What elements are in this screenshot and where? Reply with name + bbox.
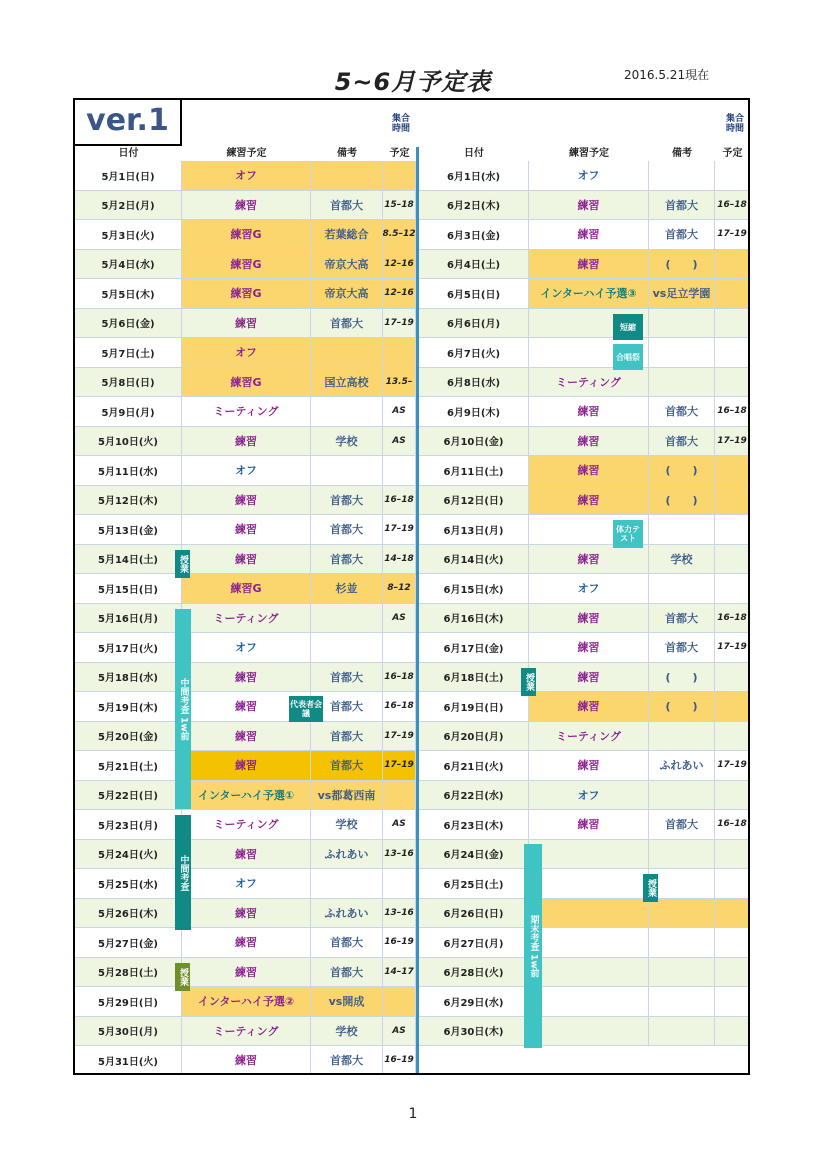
june-note-cell (649, 781, 715, 811)
june-time-cell (715, 515, 750, 545)
june-practice-cell: 練習 (529, 427, 649, 457)
may-time-cell: 16–18 (383, 486, 416, 516)
june-date-cell: 6月28日(火) (419, 958, 529, 988)
june-practice-cell (529, 899, 649, 929)
may-date-cell: 5月23日(月) (75, 810, 182, 840)
june-row (75, 397, 750, 427)
col-plan-left: 予定 (389, 148, 410, 159)
col-practice-left: 練習予定 (226, 148, 267, 159)
june-time-cell (715, 338, 750, 368)
may-date-cell: 5月8日(日) (75, 368, 182, 398)
may-date-cell: 5月3日(火) (75, 220, 182, 250)
may-practice-cell: ミーティング (182, 1017, 311, 1047)
june-time-cell (715, 545, 750, 575)
may-date-cell: 5月4日(水) (75, 250, 182, 280)
may-time-cell: 8–12 (383, 574, 416, 604)
may-practice-cell: 練習G (182, 220, 311, 250)
may-row (75, 1046, 750, 1075)
col-plan-right: 予定 (722, 148, 743, 159)
may-practice-cell: 練習 (182, 486, 311, 516)
june-date-cell: 6月25日(土) (419, 869, 529, 899)
june-note-cell (649, 840, 715, 870)
june-time-cell (715, 987, 750, 1017)
col-note-right: 備考 (672, 148, 692, 159)
may-practice-cell: 練習 (182, 1046, 311, 1075)
col-date-right: 日付 (464, 148, 484, 159)
may-practice-cell: ミーティング (182, 810, 311, 840)
may-note-cell: ふれあい (311, 840, 383, 870)
june-practice-cell (529, 840, 649, 870)
june-date-cell: 6月8日(水) (419, 368, 529, 398)
june-practice-cell: オフ (529, 574, 649, 604)
june-practice-cell: インターハイ予選③ (529, 279, 649, 309)
june-time-cell: 17–19 (715, 427, 750, 457)
may-time-cell: 13–16 (383, 840, 416, 870)
june-practice-cell: オフ (529, 161, 649, 191)
june-row (75, 309, 750, 339)
june-date-cell: 6月18日(土) (419, 663, 529, 693)
may-practice-cell: オフ (182, 338, 311, 368)
june-note-cell (649, 928, 715, 958)
june-note-cell (649, 899, 715, 929)
june-date-cell: 6月12日(日) (419, 486, 529, 516)
may-practice-cell: 練習 (182, 191, 311, 221)
may-note-cell: 若葉総合 (311, 220, 383, 250)
june-practice-cell: 練習 (529, 220, 649, 250)
june-practice-cell: 練習 (529, 250, 649, 280)
june-time-cell: 16–18 (715, 191, 750, 221)
june-practice-cell: ミーティング (529, 722, 649, 752)
june-row (75, 928, 750, 958)
may-note-cell: ふれあい (311, 899, 383, 929)
may-time-cell: AS (383, 1017, 416, 1047)
june-practice-cell: 練習 (529, 751, 649, 781)
june-row (75, 427, 750, 457)
june-date-cell: 6月13日(月) (419, 515, 529, 545)
june-time-cell: 17–19 (715, 751, 750, 781)
jugyo-tag-jun25: 授業 (643, 874, 658, 902)
may-time-cell: 8.5–12 (383, 220, 416, 250)
may-note-cell: 首都大 (311, 545, 383, 575)
may-date-cell: 5月5日(木) (75, 279, 182, 309)
may-date-cell: 5月12日(木) (75, 486, 182, 516)
may-note-cell: 首都大 (311, 191, 383, 221)
col-practice-right: 練習予定 (569, 148, 609, 159)
june-time-cell (715, 869, 750, 899)
june-row (75, 486, 750, 516)
may-date-cell: 5月13日(金) (75, 515, 182, 545)
june-date-cell: 6月22日(水) (419, 781, 529, 811)
june-note-cell: ( ) (649, 250, 715, 280)
june-date-cell: 6月7日(火) (419, 338, 529, 368)
may-practice-cell: オフ (182, 869, 311, 899)
may-note-cell: 学校 (311, 1017, 383, 1047)
june-date-cell: 6月1日(水) (419, 161, 529, 191)
may-date-cell: 5月28日(土) (75, 958, 182, 988)
may-time-cell: 13.5– (383, 368, 416, 398)
may-date-cell: 5月30日(月) (75, 1017, 182, 1047)
may-time-cell: AS (383, 604, 416, 634)
may-date-cell: 5月20日(金) (75, 722, 182, 752)
may-note-cell: 首都大 (311, 663, 383, 693)
june-note-cell (649, 161, 715, 191)
may-practice-cell: ミーティング (182, 397, 311, 427)
may-note-cell: 首都大 (311, 722, 383, 752)
june-time-cell (715, 486, 750, 516)
may-time-cell: 16–19 (383, 928, 416, 958)
may-time-cell: 17–19 (383, 722, 416, 752)
may-time-cell: 14–17 (383, 958, 416, 988)
june-practice-cell: オフ (529, 781, 649, 811)
may-practice-cell: オフ (182, 456, 311, 486)
june-note-cell (649, 574, 715, 604)
june-time-cell (715, 1017, 750, 1047)
may-note-cell: 首都大 (311, 958, 383, 988)
may-note-cell: 学校 (311, 810, 383, 840)
may-practice-cell: オフ (182, 633, 311, 663)
jugyo-tag-jun18: 授業 (521, 668, 536, 696)
short-class-tag: 短縮 (613, 314, 643, 340)
june-date-cell: 6月24日(金) (419, 840, 529, 870)
june-row (75, 191, 750, 221)
june-note-cell (649, 309, 715, 339)
june-note-cell (649, 869, 715, 899)
choir-festival-tag: 合唱祭 (613, 344, 643, 370)
may-time-cell: 16–18 (383, 692, 416, 722)
june-note-cell (649, 1017, 715, 1047)
june-date-cell: 6月30日(木) (419, 1017, 529, 1047)
may-time-cell: 12–16 (383, 250, 416, 280)
may-note-cell: 杉並 (311, 574, 383, 604)
june-practice-cell: 練習 (529, 604, 649, 634)
june-time-cell: 16–18 (715, 397, 750, 427)
june-row (75, 574, 750, 604)
may-date-cell: 5月25日(水) (75, 869, 182, 899)
june-time-cell (715, 899, 750, 929)
june-practice-cell: 練習 (529, 191, 649, 221)
may-date-cell: 5月1日(日) (75, 161, 182, 191)
may-practice-cell: 練習 (182, 692, 311, 722)
june-practice-cell: 練習 (529, 397, 649, 427)
may-note-cell: 学校 (311, 427, 383, 457)
june-practice-cell: 練習 (529, 633, 649, 663)
may-date-cell: 5月10日(火) (75, 427, 182, 457)
june-practice-cell: 練習 (529, 545, 649, 575)
june-row (75, 1017, 750, 1047)
may-practice-cell: インターハイ予選② (182, 987, 311, 1017)
may-practice-cell: 練習 (182, 899, 311, 929)
june-row (75, 279, 750, 309)
june-date-cell: 6月20日(月) (419, 722, 529, 752)
june-time-cell (715, 279, 750, 309)
june-note-cell: ( ) (649, 456, 715, 486)
may-time-cell: AS (383, 427, 416, 457)
fitness-test-tag: 体力テスト (613, 520, 643, 548)
june-practice-cell: 練習 (529, 810, 649, 840)
may-date-cell: 5月19日(木) (75, 692, 182, 722)
june-practice-cell: 練習 (529, 486, 649, 516)
gather-time-label-left: 集合 時間 (391, 114, 410, 134)
version-label: ver.1 (75, 100, 182, 146)
june-time-cell (715, 781, 750, 811)
june-practice-cell (529, 958, 649, 988)
june-row (75, 220, 750, 250)
june-date-cell: 6月15日(水) (419, 574, 529, 604)
june-time-cell (715, 250, 750, 280)
june-note-cell: 首都大 (649, 220, 715, 250)
june-note-cell (649, 958, 715, 988)
may-note-cell: 首都大 (311, 1046, 383, 1075)
month-divider (416, 147, 419, 1075)
june-date-cell: 6月2日(木) (419, 191, 529, 221)
col-note-left: 備考 (337, 148, 357, 159)
june-row (75, 515, 750, 545)
june-practice-cell: 練習 (529, 663, 649, 693)
may-practice-cell: 練習 (182, 928, 311, 958)
june-date-cell: 6月26日(日) (419, 899, 529, 929)
june-note-cell: 学校 (649, 545, 715, 575)
may-note-cell: 首都大 (311, 928, 383, 958)
may-time-cell: 13–16 (383, 899, 416, 929)
june-date-cell: 6月14日(火) (419, 545, 529, 575)
june-row (75, 250, 750, 280)
may-date-cell: 5月24日(火) (75, 840, 182, 870)
may-note-cell: vs都葛西南 (311, 781, 383, 811)
may-time-cell: 17–19 (383, 751, 416, 781)
june-date-cell: 6月10日(金) (419, 427, 529, 457)
may-practice-cell: 練習 (182, 309, 311, 339)
june-time-cell (715, 958, 750, 988)
may-practice-cell: インターハイ予選① (182, 781, 311, 811)
midterm-bar: 中間考査 (175, 815, 191, 930)
june-note-cell (649, 368, 715, 398)
june-date-cell: 6月3日(金) (419, 220, 529, 250)
may-practice-cell: 練習 (182, 427, 311, 457)
june-date-cell: 6月19日(日) (419, 692, 529, 722)
may-time-cell: 17–19 (383, 515, 416, 545)
may-time-cell: 16–18 (383, 663, 416, 693)
may-date-cell: 5月6日(金) (75, 309, 182, 339)
rep-meeting-tag: 代表者会議 (289, 696, 323, 722)
june-note-cell: 首都大 (649, 427, 715, 457)
june-time-cell (715, 574, 750, 604)
may-time-cell: 14–18 (383, 545, 416, 575)
june-note-cell (649, 515, 715, 545)
may-date-cell: 5月26日(木) (75, 899, 182, 929)
may-practice-cell: ミーティング (182, 604, 311, 634)
may-note-cell: 国立高校 (311, 368, 383, 398)
june-note-cell (649, 987, 715, 1017)
may-date-cell: 5月27日(金) (75, 928, 182, 958)
june-row (75, 368, 750, 398)
may-practice-cell: 練習 (182, 751, 311, 781)
june-date-cell: 6月16日(木) (419, 604, 529, 634)
june-note-cell: ( ) (649, 486, 715, 516)
may-practice-cell: 練習G (182, 574, 311, 604)
june-time-cell (715, 722, 750, 752)
june-date-cell: 6月5日(日) (419, 279, 529, 309)
may-note-cell: 首都大 (311, 692, 383, 722)
may-date-cell: 5月7日(土) (75, 338, 182, 368)
may-date-cell: 5月11日(水) (75, 456, 182, 486)
may-time-cell: 17–19 (383, 309, 416, 339)
june-date-cell: 6月23日(木) (419, 810, 529, 840)
may-time-cell: 15–18 (383, 191, 416, 221)
may-note-cell: 首都大 (311, 515, 383, 545)
may-date-cell: 5月21日(土) (75, 751, 182, 781)
may-practice-cell: 練習 (182, 545, 311, 575)
col-date-left: 日付 (118, 148, 139, 159)
may-time-cell: 16–19 (383, 1046, 416, 1075)
june-note-cell: ふれあい (649, 751, 715, 781)
june-note-cell: 首都大 (649, 633, 715, 663)
june-practice-cell: 練習 (529, 456, 649, 486)
june-date-cell: 6月27日(月) (419, 928, 529, 958)
may-date-cell: 5月14日(土) (75, 545, 182, 575)
schedule-table (73, 98, 750, 1075)
may-practice-cell: 練習 (182, 663, 311, 693)
may-practice-cell: 練習 (182, 722, 311, 752)
june-date-cell: 6月11日(土) (419, 456, 529, 486)
june-time-cell: 17–19 (715, 220, 750, 250)
gather-time-label-right: 集合 時間 (725, 114, 744, 134)
may-note-cell: 首都大 (311, 486, 383, 516)
june-time-cell: 17–19 (715, 633, 750, 663)
jugyo-tag-may28: 授業 (175, 963, 190, 991)
june-row (75, 456, 750, 486)
may-date-cell: 5月9日(月) (75, 397, 182, 427)
june-date-cell: 6月9日(木) (419, 397, 529, 427)
may-practice-cell: 練習 (182, 840, 311, 870)
june-row (75, 161, 750, 191)
june-practice-cell (529, 987, 649, 1017)
may-date-cell: 5月2日(月) (75, 191, 182, 221)
may-note-cell: 首都大 (311, 751, 383, 781)
june-note-cell: ( ) (649, 663, 715, 693)
may-note-cell: 帝京大高 (311, 250, 383, 280)
may-date-cell: 5月18日(水) (75, 663, 182, 693)
june-time-cell (715, 928, 750, 958)
june-time-cell (715, 161, 750, 191)
may-date-cell: 5月22日(日) (75, 781, 182, 811)
may-practice-cell: 練習G (182, 250, 311, 280)
june-row (75, 987, 750, 1017)
may-date-cell: 5月29日(日) (75, 987, 182, 1017)
june-time-cell (715, 692, 750, 722)
june-note-cell: 首都大 (649, 810, 715, 840)
june-practice-cell: ミーティング (529, 368, 649, 398)
may-date-cell: 5月16日(月) (75, 604, 182, 634)
may-note-cell: 首都大 (311, 309, 383, 339)
as-of-date: 2016.5.21現在 (624, 68, 710, 82)
may-time-cell: AS (383, 810, 416, 840)
june-time-cell (715, 840, 750, 870)
may-practice-cell: オフ (182, 161, 311, 191)
june-date-cell: 6月17日(金) (419, 633, 529, 663)
june-time-cell: 16–18 (715, 604, 750, 634)
may-time-cell: AS (383, 397, 416, 427)
june-row (75, 338, 750, 368)
june-date-cell: 6月4日(土) (419, 250, 529, 280)
final-1w-bar: 期末考査 1w前 (524, 844, 542, 1048)
may-practice-cell: 練習 (182, 515, 311, 545)
may-date-cell: 5月15日(日) (75, 574, 182, 604)
may-note-cell: 帝京大高 (311, 279, 383, 309)
june-note-cell: 首都大 (649, 604, 715, 634)
june-note-cell: ( ) (649, 692, 715, 722)
june-time-cell (715, 456, 750, 486)
june-practice-cell (529, 928, 649, 958)
may-practice-cell: 練習G (182, 279, 311, 309)
june-practice-cell (529, 1017, 649, 1047)
june-time-cell: 16–18 (715, 810, 750, 840)
midterm-1w-bar: 中間考査 1w前 (175, 609, 191, 809)
june-note-cell: 首都大 (649, 397, 715, 427)
may-practice-cell: 練習G (182, 368, 311, 398)
page-title: 5~6月予定表 (334, 68, 492, 96)
june-date-cell: 6月21日(火) (419, 751, 529, 781)
june-note-cell (649, 338, 715, 368)
may-date-cell: 5月17日(火) (75, 633, 182, 663)
june-date-cell: 6月6日(月) (419, 309, 529, 339)
june-practice-cell: 練習 (529, 692, 649, 722)
jugyo-tag-may14: 授業 (175, 550, 190, 578)
june-note-cell: vs足立学園 (649, 279, 715, 309)
may-time-cell: 12–16 (383, 279, 416, 309)
june-note-cell: 首都大 (649, 191, 715, 221)
may-date-cell: 5月31日(火) (75, 1046, 182, 1075)
june-time-cell (715, 309, 750, 339)
may-practice-cell: 練習 (182, 958, 311, 988)
june-time-cell (715, 368, 750, 398)
june-note-cell (649, 722, 715, 752)
june-date-cell: 6月29日(水) (419, 987, 529, 1017)
june-time-cell (715, 663, 750, 693)
may-note-cell: vs開成 (311, 987, 383, 1017)
page-number: 1 (408, 1106, 418, 1122)
june-practice-cell (529, 869, 649, 899)
